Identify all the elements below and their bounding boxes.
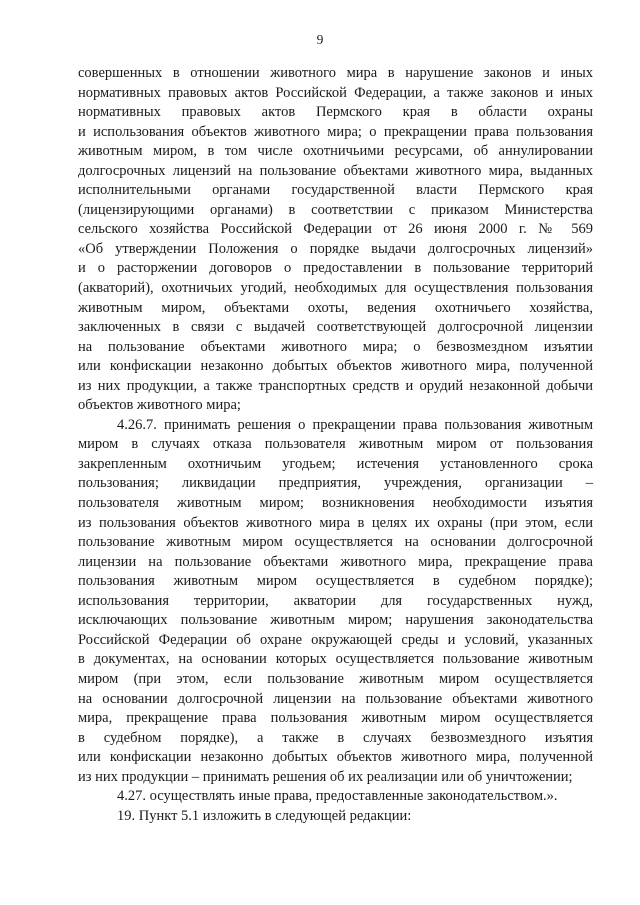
text-line: 19. Пункт 5.1 изложить в следующей редакции: bbox=[117, 807, 412, 824]
text-line: пользователя животным миром; возникновения необходимости изъятия bbox=[78, 495, 593, 512]
text-line: из них продукции – принимать решения об их реализации или об уничтожении; bbox=[78, 768, 573, 785]
text-line: пользования; ликвидации предприятия, учреждения, организации – bbox=[78, 475, 593, 492]
page-number: 9 bbox=[316, 32, 324, 47]
text-line: миром (при этом, если пользование животным миром осуществляется bbox=[78, 670, 593, 687]
text-line: (лицензирующими органами) в соответствии с приказом Министерства bbox=[78, 201, 593, 218]
text-line: пользования животным миром осуществляется в судебном порядке); bbox=[78, 573, 593, 590]
text-line: совершенных в отношении животного мира в нарушение законов и иных bbox=[78, 65, 593, 81]
text-line: из них продукции, а также транспортных средств и орудий незаконной добычи bbox=[78, 377, 593, 394]
text-line: «Об утверждении Положения о порядке выдачи долгосрочных лицензий» bbox=[78, 240, 593, 257]
text-line: объектов животного мира; bbox=[78, 397, 241, 414]
text-line: из пользования объектов животного мира в целях их охраны (при этом, если bbox=[78, 514, 593, 531]
document-body bbox=[78, 64, 593, 826]
text-line: в судебном порядке), а также в случаях безвозмездного изъятия bbox=[78, 729, 593, 746]
text-line: нормативных правовых актов Пермского края в области охраны bbox=[78, 104, 593, 121]
text-line: лицензии на пользование объектами животного мира, прекращение права bbox=[78, 553, 593, 570]
text-line: животным миром, объектами охоты, ведения охотничьего хозяйства, bbox=[78, 299, 593, 316]
text-line: в документах, на основании которых осуществляется пользование животным bbox=[78, 651, 593, 668]
text-line: пользование животным миром осуществляется на основании долгосрочной bbox=[78, 534, 593, 551]
text-line: Российской Федерации об охране окружающей среды и условий, указанных bbox=[78, 631, 593, 648]
text-line: и использования объектов животного мира; о прекращении права пользования bbox=[78, 123, 593, 140]
text-line: или конфискации незаконно добытых объектов животного мира, полученной bbox=[78, 358, 593, 375]
text-line: на пользование объектами животного мира; о безвозмездном изъятии bbox=[78, 338, 593, 355]
text-line: исполнительными органами государственной власти Пермского края bbox=[78, 182, 593, 199]
text-line: сельского хозяйства Российской Федерации от 26 июня 2000 г. № 569 bbox=[78, 221, 593, 238]
text-line: заключенных в связи с выдачей соответствующей долгосрочной лицензии bbox=[78, 319, 593, 336]
text-line: мира, прекращение права пользования животным миром осуществляется bbox=[78, 710, 593, 727]
text-line: животным миром, в том числе охотничьими ресурсами, об аннулировании bbox=[78, 143, 593, 160]
text-line: исключающих пользование животным миром; нарушения законодательства bbox=[78, 612, 593, 629]
text-line: (акваторий), охотничьих угодий, необходимых для осуществления пользования bbox=[78, 280, 593, 297]
text-line: использования территории, акватории для государственных нужд, bbox=[78, 592, 593, 609]
text-line: или конфискации незаконно добытых объектов животного мира, полученной bbox=[78, 749, 593, 766]
text-line: нормативных правовых актов Российской Федерации, а также законов и иных bbox=[78, 84, 593, 101]
text-line: 4.26.7. принимать решения о прекращении права пользования животным bbox=[117, 416, 593, 433]
text-line: и о расторжении договоров о предоставлении в пользование территорий bbox=[78, 260, 593, 277]
text-line: 4.27. осуществлять иные права, предоставленные законодательством.». bbox=[117, 788, 558, 805]
text-line: закрепленным охотничьим угодьем; истечения установленного срока bbox=[78, 455, 593, 472]
text-line: долгосрочных лицензий на пользование объектами животного мира, выданных bbox=[78, 162, 593, 179]
text-line: миром в случаях отказа пользователя животным миром от пользования bbox=[78, 436, 593, 453]
text-line: на основании долгосрочной лицензии на пользование объектами животного bbox=[78, 690, 593, 707]
